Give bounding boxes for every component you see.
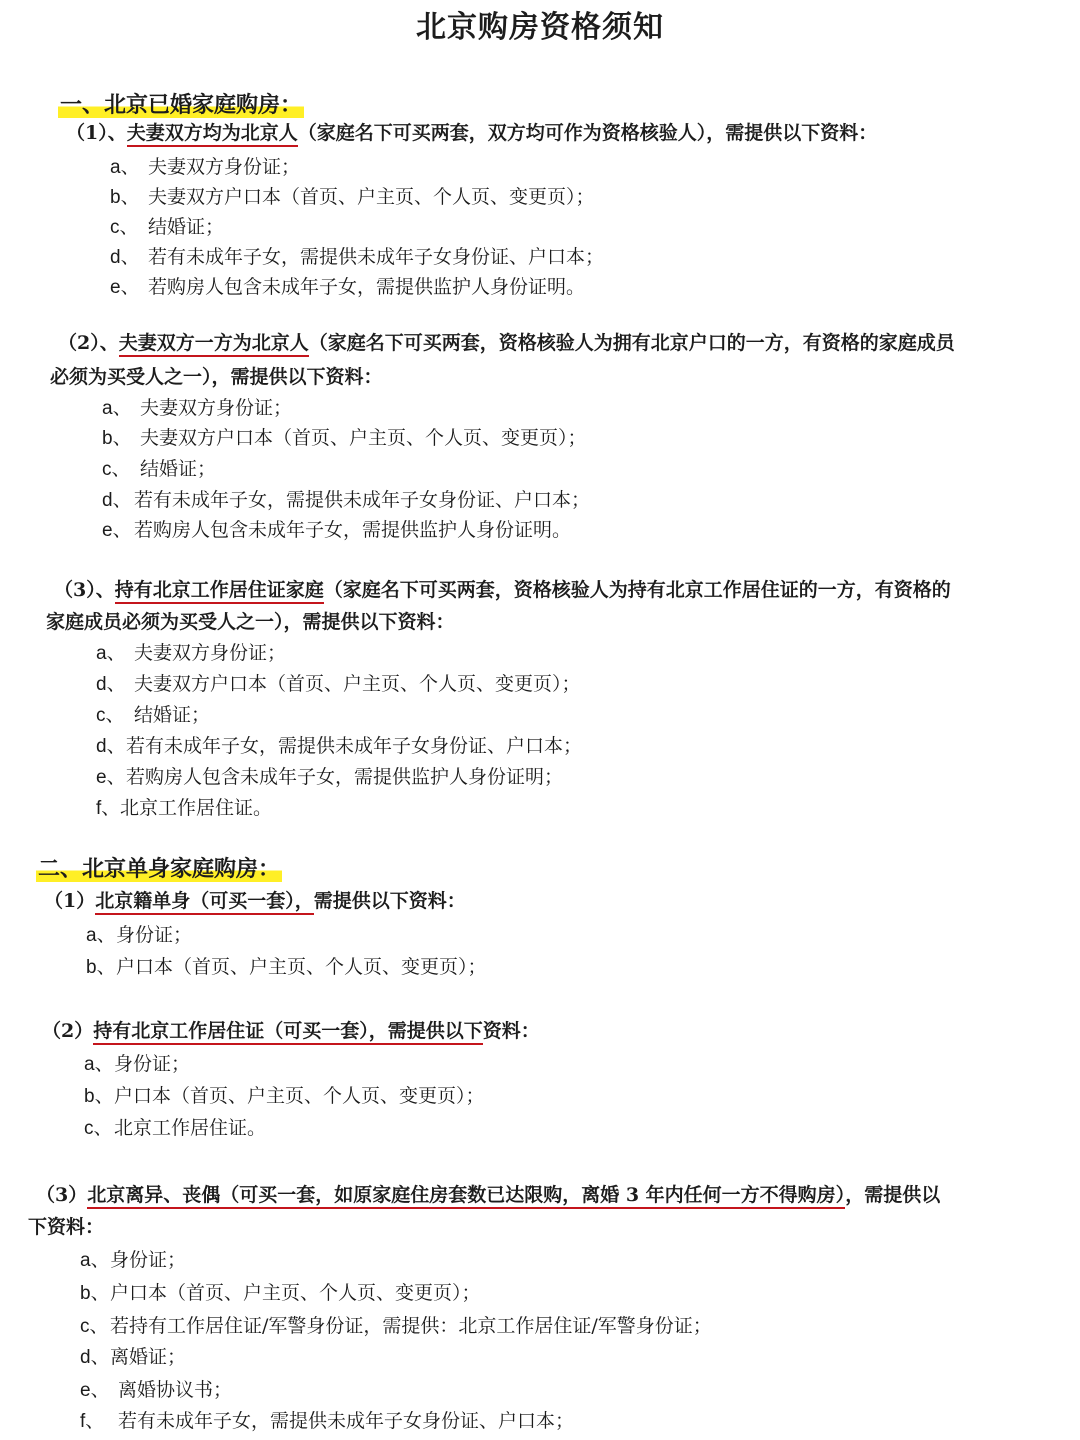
subsection-heading-cont: 下资料：: [28, 1216, 105, 1238]
list-item: d、 夫妻双方户口本（首页、户主页、个人页、变更页）；: [96, 673, 581, 695]
list-item: b、 夫妻双方户口本（首页、户主页、个人页、变更页）；: [110, 186, 595, 208]
list-item: a、 夫妻双方身份证；: [102, 397, 293, 419]
subsection-heading: （3）北京离异、丧偶（可买一套，如原家庭住房套数已达限购，离婚 3 年内任何一方不得购房），需提供以: [36, 1180, 940, 1207]
list-item: d、 若有未成年子女，需提供未成年子女身份证、户口本；: [102, 489, 591, 511]
list-item: f、 若有未成年子女，需提供未成年子女身份证、户口本；: [80, 1410, 575, 1432]
subsection-heading: （1）北京籍单身（可买一套），需提供以下资料：: [44, 886, 466, 913]
list-item: c、 结婚证；: [102, 458, 217, 480]
section-heading-single: 二、北京单身家庭购房：: [38, 856, 281, 882]
list-item: a、身份证；: [86, 924, 193, 946]
list-item: d、若有未成年子女，需提供未成年子女身份证、户口本；: [96, 735, 583, 757]
list-item: e、 离婚协议书；: [80, 1379, 233, 1401]
subsection-heading: （1）、夫妻双方均为北京人（家庭名下可买两套，双方均可作为资格核验人），需提供以下资料：: [66, 118, 877, 145]
list-item: b、 夫妻双方户口本（首页、户主页、个人页、变更页）；: [102, 427, 587, 449]
list-item: b、户口本（首页、户主页、个人页、变更页）；: [86, 956, 487, 978]
list-item: b、户口本（首页、户主页、个人页、变更页）；: [80, 1282, 481, 1304]
list-item: c、 结婚证；: [96, 704, 211, 726]
list-item: e、 若购房人包含未成年子女，需提供监护人身份证明。: [102, 519, 572, 541]
list-item: a、 夫妻双方身份证；: [96, 642, 287, 664]
list-item: c、北京工作居住证。: [84, 1117, 267, 1139]
list-item: a、 夫妻双方身份证；: [110, 156, 301, 178]
section-heading-married: 一、北京已婚家庭购房：: [60, 92, 303, 118]
list-item: a、身份证；: [80, 1249, 187, 1271]
list-item: d、 若有未成年子女，需提供未成年子女身份证、户口本；: [110, 246, 605, 268]
subsection-heading: （2）持有北京工作居住证（可买一套），需提供以下资料：: [42, 1016, 540, 1043]
list-item: c、 结婚证；: [110, 216, 225, 238]
list-item: a、身份证；: [84, 1053, 191, 1075]
document-title: 北京购房资格须知: [416, 10, 664, 45]
list-item: e、 若购房人包含未成年子女，需提供监护人身份证明。: [110, 276, 586, 298]
subsection-heading-cont: 家庭成员必须为买受人之一），需提供以下资料：: [46, 611, 455, 633]
list-item: e、若购房人包含未成年子女，需提供监护人身份证明；: [96, 766, 564, 788]
subsection-heading-cont: 必须为买受人之一），需提供以下资料：: [50, 366, 383, 388]
list-item: d、离婚证；: [80, 1346, 187, 1368]
list-item: c、若持有工作居住证/军警身份证，需提供：北京工作居住证/军警身份证；: [80, 1315, 712, 1337]
list-item: b、户口本（首页、户主页、个人页、变更页）；: [84, 1085, 485, 1107]
list-item: f、北京工作居住证。: [96, 797, 273, 819]
subsection-heading: （2）、夫妻双方一方为北京人（家庭名下可买两套，资格核验人为拥有北京户口的一方，有资格的家庭成员: [58, 328, 955, 355]
subsection-heading: （3）、持有北京工作居住证家庭（家庭名下可买两套，资格核验人为持有北京工作居住证的一方，有资格的: [54, 575, 951, 602]
